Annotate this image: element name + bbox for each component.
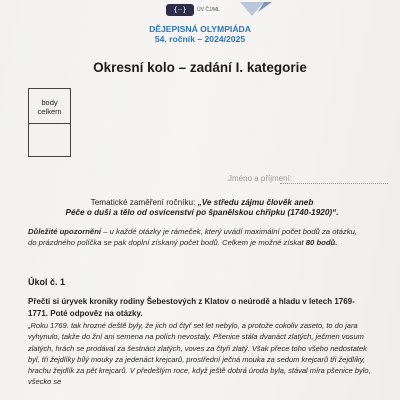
notice-text-2: bodů. [314,238,338,248]
chronicle-quote: „Roku 1769. tak hrozné deště byly, že jich od čtyř set let nebylo, a protože cokoliv zaseto, to do jara vyhynulo, takže do žní ani semena na polích nevostaly. Pšenice stála dvanáct zlatých, ječmen vosum zlatých, hrách se prodával za šestnáct zlatých, voves za čtyři zlatý. Však přece toho všeho nedostatek byl, tři žejdlíky bílý mouky za jedenáct krejcarů, prostřední ječná mouka za sedum krejcarů tři žejdlíky, hrachu žejdlík za pět krejcarů. V předešlým roce, když ještě dobrá úroda byla, stával míra pšenice bylo, všecko se [28,321,371,387]
theme-line-2: Péče o duši a tělo od osvícenství po španělskou chřipku (1740-1920)“. [65,208,339,217]
task-title: Úkol č. 1 [28,277,66,287]
theme-prefix: Tematické zaměření ročníku: [90,198,198,207]
name-field-line[interactable] [280,183,388,184]
notice-points: 80 [305,238,315,248]
total-points-box[interactable] [28,88,71,157]
olympiad-year: 54. ročník – 2024/2025 [154,34,246,44]
important-notice [28,226,364,249]
olympiad-title: DĚJEPISNÁ OLYMPIÁDA [149,24,251,34]
name-field[interactable] [228,174,388,186]
total-points-label-line2: celkem [37,107,62,116]
round-title: Okresní kolo – zadání I. kategorie [93,60,307,75]
olympiad-heading [0,24,400,44]
total-points-label-line1: body [41,98,58,107]
theme-title-part1: „Ve středu zájmu člověk aneb [197,198,314,207]
score-box-divider [29,123,70,124]
logo-mark: {··} [166,4,194,16]
logo-text: ÚV ČJ/ML [197,7,220,13]
total-points-label [29,98,70,116]
organizer-logo [166,4,226,18]
notice-text-1: – u každé otázky je rámeček, který uvádí maximální počet bodů za otázku, do prázdného políčka se pak doplní získaný počet bodů. Celkem je možné získat [28,227,357,248]
decorative-arrow-icon [238,0,278,22]
name-field-label: Jméno a příjmení: [228,174,293,183]
notice-lead: Důležité upozornění [28,227,102,236]
task-lead: Přečti si úryvek kroniky rodiny Šebestových z Klatov o neúrodě a hladu v letech 1769-1771. Poté odpověz na otázky. [28,297,355,318]
